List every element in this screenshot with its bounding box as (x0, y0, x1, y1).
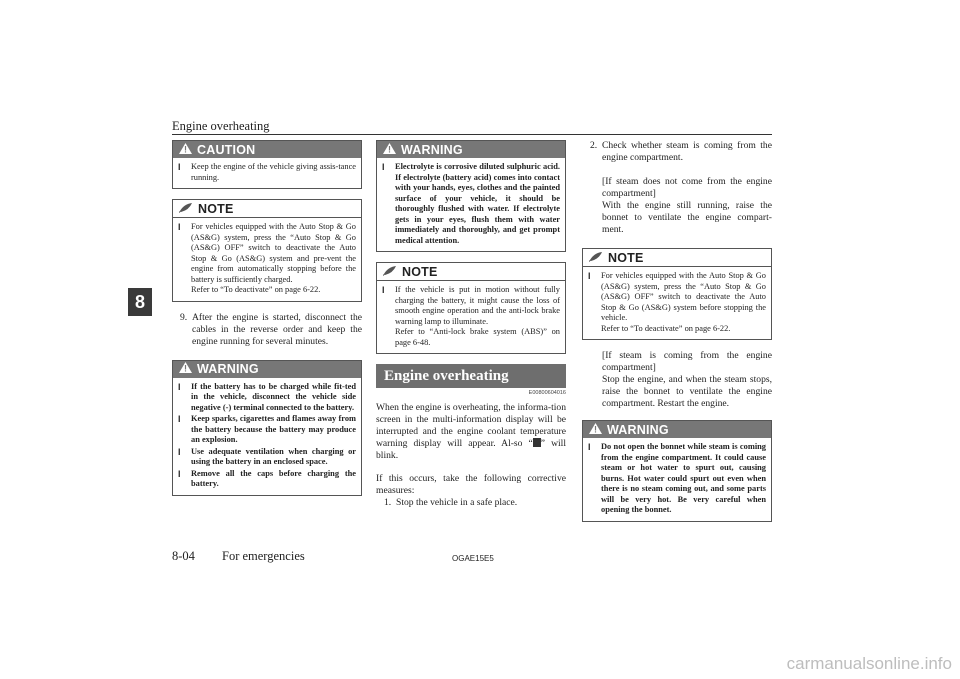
chapter-title: For emergencies (222, 549, 305, 563)
caution-header (173, 141, 361, 158)
warning-item: l Use adequate ventilation when charging or using the battery in an enclosed space. (178, 446, 356, 466)
note-header (173, 200, 361, 218)
page-number: 8-04 (172, 549, 195, 563)
steam-block (582, 350, 772, 410)
warning-triangle-icon (589, 423, 602, 437)
coolant-temperature-icon (533, 438, 541, 447)
warning-item: l Electrolyte is corrosive diluted sulphuric acid. If electrolyte (battery acid) comes into contact with your hands, eyes, clothes and the painted surface of your vehicle, it should be thoroughly flushed with water. If electrolyte gets in your eyes, flush them with water immediately and thoroughly, and get prompt medical attention. (382, 162, 560, 245)
bullet-icon: l (588, 271, 591, 281)
column-3 (582, 140, 772, 532)
steam-title: [If steam is coming from the engine compartment] (602, 350, 772, 373)
note-box (172, 199, 362, 302)
bullet-icon: l (178, 381, 181, 392)
warning-header (583, 421, 771, 438)
caution-box (172, 140, 362, 189)
bullet-icon: l (382, 162, 385, 172)
warning-header (377, 141, 565, 158)
steam-text: Stop the engine, and when the steam stops, raise the bonnet to ventilate the engine compartment. Restart the engine. (602, 374, 772, 409)
note-item: l For vehicles equipped with the Auto Stop & Go (AS&G) system, press the “Auto Stop & Go (AS&G) OFF” switch to deactivate the Auto Stop & Go (AS&G) system before stopping the vehicle. Refer to “To deactivate” on page 6-22. (588, 271, 766, 333)
bullet-icon: l (382, 285, 385, 295)
note-reference: Refer to “Anti-lock brake system (ABS)” on page 6-48. (395, 327, 560, 347)
section-code: E00800604016 (528, 390, 566, 396)
warning-label: WARNING (607, 422, 669, 437)
no-steam-title: [If steam does not come from the engine compartment] (602, 176, 772, 199)
bullet-icon: l (178, 162, 181, 172)
running-title: Engine overheating (172, 119, 270, 133)
bullet-icon: l (178, 222, 181, 232)
warning-item: l Remove all the caps before charging the battery. (178, 468, 356, 488)
note-reference: Refer to “To deactivate” on page 6-22. (601, 323, 731, 333)
warning-box (376, 140, 566, 252)
warning-triangle-icon (179, 143, 192, 157)
bullet-icon: l (178, 446, 181, 457)
note-reference: Refer to “To deactivate” on page 6-22. (191, 285, 321, 294)
warning-label: WARNING (197, 362, 259, 376)
note-header (377, 263, 565, 281)
warning-box (172, 360, 362, 496)
column-2 (376, 140, 566, 509)
note-box (582, 248, 772, 340)
warning-item: l Do not open the bonnet while steam is coming from the engine compartment. It could cause steam or hot water to spurt out, causing burns. Hot water could spurt out even when there is no steam coming out, and some parts will be very hot. Be very careful when opening the bonnet. (588, 442, 766, 514)
bullet-icon: l (178, 468, 181, 479)
caution-item: l Keep the engine of the vehicle giving assis-tance running. (178, 162, 356, 182)
warning-item: l If the battery has to be charged while fit-ted in the vehicle, disconnect the vehicle side negative (-) terminal connected to the battery. (178, 381, 356, 412)
warning-box (582, 420, 772, 522)
caution-label: CAUTION (197, 142, 256, 157)
warning-item: l Keep sparks, cigarettes and flames away from the battery because the battery may produce an explosion. (178, 414, 356, 444)
no-steam-block (582, 176, 772, 236)
no-steam-text: With the engine still running, raise the bonnet to ventilate the engine compart-ment. (602, 200, 772, 235)
column-1 (172, 140, 362, 506)
section-title: Engine overheating (376, 364, 566, 388)
note-header (583, 249, 771, 267)
paragraph-overheating: When the engine is overheating, the informa-tion screen in the multi-information display will be interrupted and the engine coolant temperature warning display will appear. Al-so “ ” will blink. (376, 402, 566, 461)
note-item: l If the vehicle is put in motion without fully charging the battery, it might cause the loss of smooth engine operation and the anti-lock brake warning lamp to illuminate. Refer to “Anti-lock brake system (ABS)” on page 6-48. (382, 285, 560, 347)
paragraph-corrective: If this occurs, take the following corrective measures: (376, 473, 566, 496)
bullet-icon: l (178, 414, 181, 424)
note-label: NOTE (402, 264, 438, 279)
warning-label: WARNING (401, 142, 463, 157)
note-pen-icon (589, 251, 603, 265)
step-2: 2. Check whether steam is coming from the engine compartment. (590, 140, 772, 163)
note-box (376, 262, 566, 354)
site-watermark: carmanualsonline.info (786, 654, 952, 673)
header-rule (172, 134, 772, 135)
note-item: l For vehicles equipped with the Auto Stop & Go (AS&G) system, press the “Auto Stop & Go (AS&G) OFF” switch to deactivate the Auto Stop & Go (AS&G) system and pre-vent the engine from automatically stopping before the battery is sufficiently charged. Refer to “To deactivate” on page 6-22. (178, 222, 356, 294)
warning-triangle-icon (179, 362, 192, 376)
bullet-icon: l (588, 442, 591, 452)
note-label: NOTE (608, 250, 644, 265)
note-label: NOTE (198, 201, 234, 216)
chapter-tab: 8 (128, 288, 152, 316)
step-9: 9. After the engine is started, disconnect the cables in the reverse order and keep the engine running for several minutes. (180, 311, 362, 347)
warning-header (173, 361, 361, 378)
warning-triangle-icon (383, 143, 396, 157)
note-pen-icon (383, 265, 397, 279)
document-code: OGAE15E5 (452, 554, 494, 563)
step-1: 1. Stop the vehicle in a safe place. (384, 497, 518, 508)
note-pen-icon (179, 202, 193, 216)
